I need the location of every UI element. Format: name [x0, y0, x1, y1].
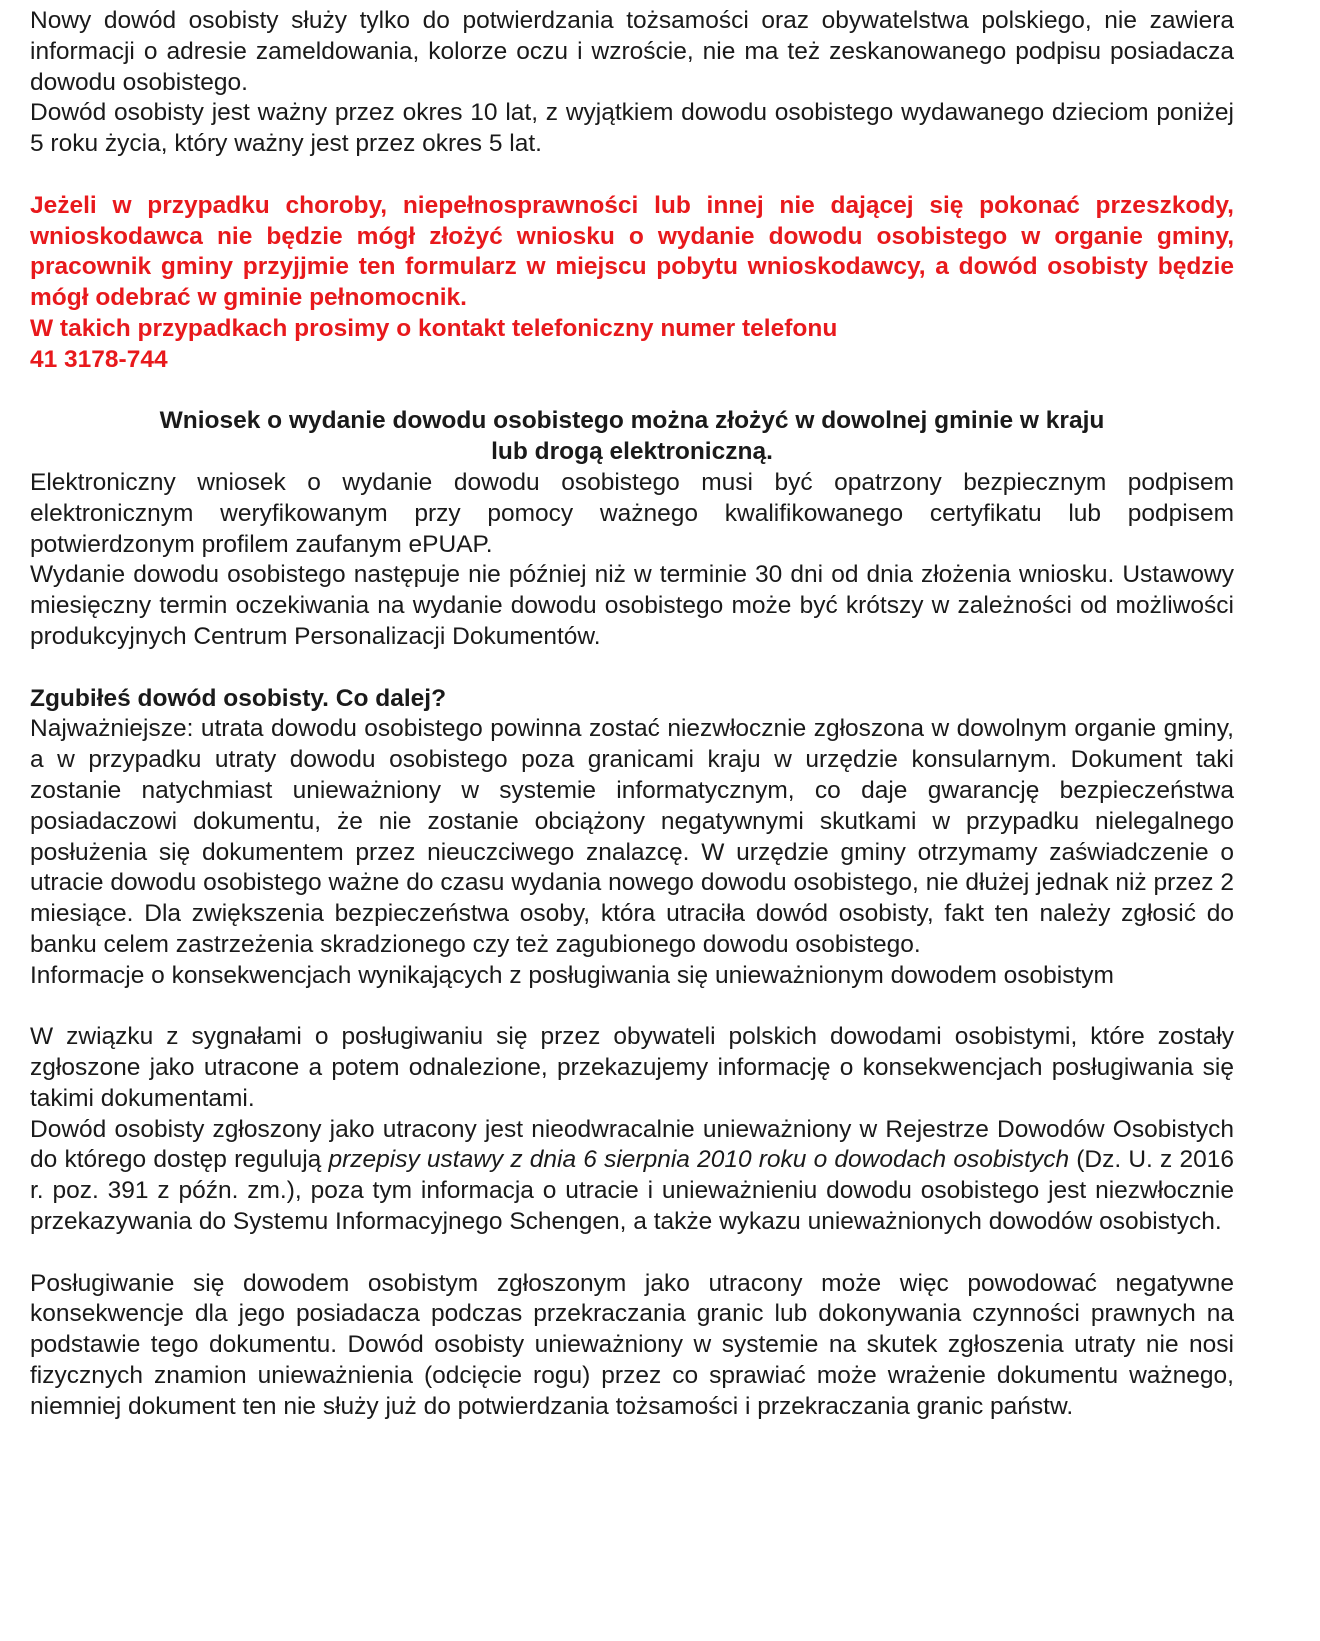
application-paragraph-1: Elektroniczny wniosek o wydanie dowodu osobistego musi być opatrzony bezpiecznym podpisem elektronicznym weryfikowanym przy pomocy ważnego kwalifikowanego certyfikatu lub podpisem potwierdzonym profilem zaufanym ePUAP.: [30, 468, 1234, 558]
consequences-paragraph-2: [30, 1115, 1234, 1238]
spacer: [30, 1238, 1234, 1269]
lost-id-heading: Zgubiłeś dowód osobisty. Co dalej?: [30, 684, 447, 712]
lost-id-paragraph: Najważniejsze: utrata dowodu osobistego powinna zostać niezwłocznie zgłoszona w dowolnym organie gminy, a w przypadku utraty dowodu osobistego poza granicami kraju w urzędzie konsularnym. Dokument taki zostanie natychmiast unieważniony w systemie informatycznym, co daje gwarancję bezpieczeństwa posiadaczowi dokumentu, że nie zostanie obciążony negatywnymi skutkami w przypadku nielegalnego posłużenia się dokumentem przez nieuczciwego znalazcę. W urzędzie gminy otrzymamy zaświadczenie o utracie dowodu osobistego ważne do czasu wydania nowego dowodu osobistego, nie dłużej jednak niż przez 2 miesiące. Dla zwiększenia bezpieczeństwa osoby, która utraciła dowód osobisty, fakt ten należy zgłosić do banku celem zastrzeżenia skradzionego czy też zagubionego dowodu osobistego.: [30, 715, 1234, 958]
application-paragraph-2: Wydanie dowodu osobistego następuje nie później niż w terminie 30 dni od dnia złożenia wniosku. Ustawowy miesięczny termin oczekiwania na wydanie dowodu osobistego może być krótszy w zależności od możliwości produkcyjnych Centrum Personalizacji Dokumentów.: [30, 561, 1234, 650]
intro-paragraph-1: Nowy dowód osobisty służy tylko do potwierdzania tożsamości oraz obywatelstwa polskiego, nie zawiera informacji o adresie zameldowania, kolorze oczu i wzroście, nie ma też zeskanowanego podpisu posiadacza dowodu osobistego.: [30, 7, 1234, 96]
spacer: [30, 653, 1234, 684]
spacer: [30, 992, 1234, 1023]
application-heading-line-1: Wniosek o wydanie dowodu osobistego można złożyć w dowolnej gminie w kraju: [159, 407, 1105, 435]
notice-phone-number: 41 3178-744: [30, 345, 168, 373]
notice-contact-text: W takich przypadkach prosimy o kontakt telefoniczny numer telefonu: [30, 314, 838, 342]
consequences-paragraph-1: W związku z sygnałami o posługiwaniu się przez obywateli polskich dowodami osobistymi, które zostały zgłoszone jako utracone a potem odnalezione, przekazujemy informację o konsekwencjach posługiwania się takimi dokumentami.: [30, 1023, 1234, 1112]
document-page: [30, 6, 1234, 1423]
consequences-subheading: Informacje o konsekwencjach wynikających z posługiwania się unieważnionym dowodem osobistym: [30, 961, 1114, 989]
notice-paragraph: Jeżeli w przypadku choroby, niepełnosprawności lub innej nie dającej się pokonać przeszkody, wnioskodawca nie będzie mógł złożyć wniosku o wydanie dowodu osobistego w organie gminy, pracownik gminy przyjjmie ten formularz w miejscu pobytu wnioskodawcy, a dowód osobisty będzie mógł odebrać w gminie pełnomocnik.: [30, 191, 1234, 312]
spacer: [30, 160, 1234, 191]
spacer: [30, 376, 1234, 407]
statute-reference: przepisy ustawy z dnia 6 sierpnia 2010 roku o dowodach osobistych: [328, 1146, 1070, 1174]
consequences-p2-end: (Dz. U. z 2016 r. poz. 391 z późn. zm.), poza tym informacja o utracie i unieważnieniu dowodu osobistego jest niezwłocznie przekazywania do Systemu Informacyjnego Schengen, a także wykazu unieważnionych dowodów osobistych.: [30, 1146, 1234, 1236]
application-heading-line-2: lub drogą elektroniczną.: [491, 438, 773, 466]
consequences-p2-start: Dowód osobisty zgłoszony jako utracony jest nieodwracalnie unieważniony w Rejestrze Dowodów Osobistych do którego dostęp regulują: [30, 1115, 1234, 1174]
consequences-paragraph-3: Posługiwanie się dowodem osobistym zgłoszonym jako utracony może więc powodować negatywne konsekwencje dla jego posiadacza podczas przekraczania granic lub dokonywania czynności prawnych na podstawie tego dokumentu. Dowód osobisty unieważniony w systemie na skutek zgłoszenia utraty nie nosi fizycznych znamion unieważnienia (odcięcie rogu) przez co sprawiać może wrażenie dokumentu ważnego, niemniej dokument ten nie służy już do potwierdzania tożsamości i przekraczania granic państw.: [30, 1269, 1234, 1420]
intro-paragraph-2: Dowód osobisty jest ważny przez okres 10 lat, z wyjątkiem dowodu osobistego wydawanego dzieciom poniżej 5 roku życia, który ważny jest przez okres 5 lat.: [30, 99, 1234, 158]
